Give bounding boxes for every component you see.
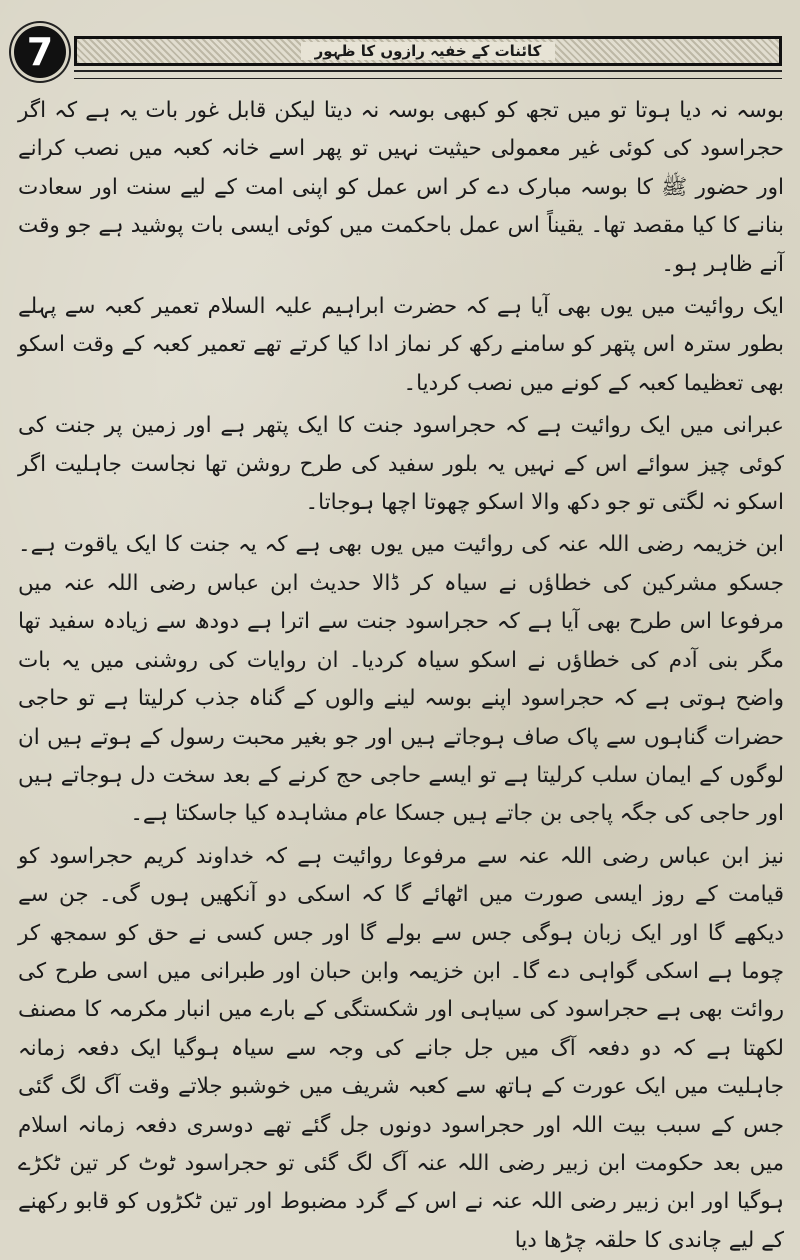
page-header <box>8 22 792 80</box>
paragraph-2: ایک روائیت میں یوں بھی آیا ہے کہ حضرت ابراہیم علیہ السلام تعمیر کعبہ سے پہلے بطور سترہ اس پتھر کو سامنے رکھ کر نماز ادا کیا کرتے تھے تعمیر کعبہ کے وقت اسکو بھی تعظیما کعبہ کے کونے میں نصب کردیا۔ <box>18 294 784 396</box>
chapter-title: کائنات کے خفیہ رازوں کا ظہور <box>301 42 556 60</box>
paragraph-1: بوسہ نہ دیا ہوتا تو میں تجھ کو کبھی بوسہ نہ دیتا لیکن قابل غور بات یہ ہے کہ اگر حجراسود کی کوئی غیر معمولی حیثیت نہیں تو پھر اسے خانہ کعبہ میں نصب کرانے اور حضور ﷺ کا بوسہ مبارک دے کر اس عمل کو اپنی امت کے لیے سنت اور سعادت بنانے کا کیا مقصد تھا۔ یقیناً اس عمل باحکمت میں کوئی ایسی بات پوشید ہے جو وقت آنے ظاہر ہو۔ <box>18 98 784 277</box>
chapter-title-box <box>74 36 782 66</box>
page-number-badge: 7 <box>14 26 66 78</box>
header-divider <box>74 70 782 79</box>
paragraph-3: عبرانی میں ایک روائیت ہے کہ حجراسود جنت کا ایک پتھر ہے اور زمین پر جنت کی کوئی چیز سوائے اس کے نہیں یہ بلور سفید کی طرح روشن تھا نجاست جاہلیت اگر اسکو نہ لگتی تو جو دکھ والا اسکو چھوتا اچھا ہوجاتا۔ <box>18 413 784 516</box>
paragraph-5: نیز ابن عباس رضی اللہ عنہ سے مرفوعا روائیت ہے کہ خداوند کریم حجراسود کو قیامت کے روز ایسی صورت میں اٹھائے گا کہ اسکی دو آنکھیں ہوں گی۔ جن سے دیکھے گا اور ایک زبان ہوگی جس سے بولے گا اور جس کسی نے حق کو سمجھ کر چوما ہے اسکی گواہی دے گا۔ ابن خزیمہ وابن حبان اور طبرانی میں اسی طرح کی روائت بھی ہے حجراسود کی سیاہی اور شکستگی کے بارے میں انبار مکرمہ کا مصنف لکھتا ہے کہ دو دفعہ آگ میں جل جانے کی وجہ سے سیاہ ہوگیا ایک دفعہ زمانہ جاہلیت میں ایک عورت کے ہاتھ سے کعبہ شریف میں خوشبو جلاتے وقت آگ لگ گئی جس کے سبب بیت اللہ اور حجراسود دونوں جل گئے تھے دوسری دفعہ زمانہ اسلام میں بعد حکومت ابن زبیر رضی اللہ عنہ آگ لگ گئی تو حجراسود ٹوٹ کر تین ٹکڑے ہوگیا اور ابن زبیر رضی اللہ عنہ نے اس کے گرد مضبوط اور تین ٹکڑوں کو قابو رکھنے کے لیے چاندی کا حلقہ چڑھا دیا <box>18 843 784 1253</box>
page-body <box>18 92 784 1253</box>
paragraph-4: ابن خزیمہ رضی اللہ عنہ کی روائیت میں یوں بھی ہے کہ یہ جنت کا ایک یاقوت ہے۔ جسکو مشرکین کی خطاؤں نے سیاہ کر ڈالا حدیث ابن عباس رضی اللہ عنہ میں مرفوعا اس طرح بھی آیا ہے کہ حجراسود جنت سے اترا ہے دودھ سے زیادہ سفید تھا مگر بنی آدم کی خطاؤں نے اسکو سیاہ کردیا۔ ان روایات کی روشنی میں یہ بات واضح ہوتی ہے کہ حجراسود اپنے بوسہ لینے والوں کے گناہ جذب کرلیتا ہے تو حاجی حضرات گناہوں سے پاک صاف ہوجاتے ہیں اور جو بغیر محبت رسول کے ہوتے ہیں ان لوگوں کے ایمان سلب کرلیتا ہے تو ایسے حاجی حج کرنے کے بعد سخت دل ہوجاتے ہیں اور حاجی کی جگہ پاجی بن جاتے ہیں جسکا عام مشاہدہ کیا جاسکتا ہے۔ <box>18 532 784 827</box>
